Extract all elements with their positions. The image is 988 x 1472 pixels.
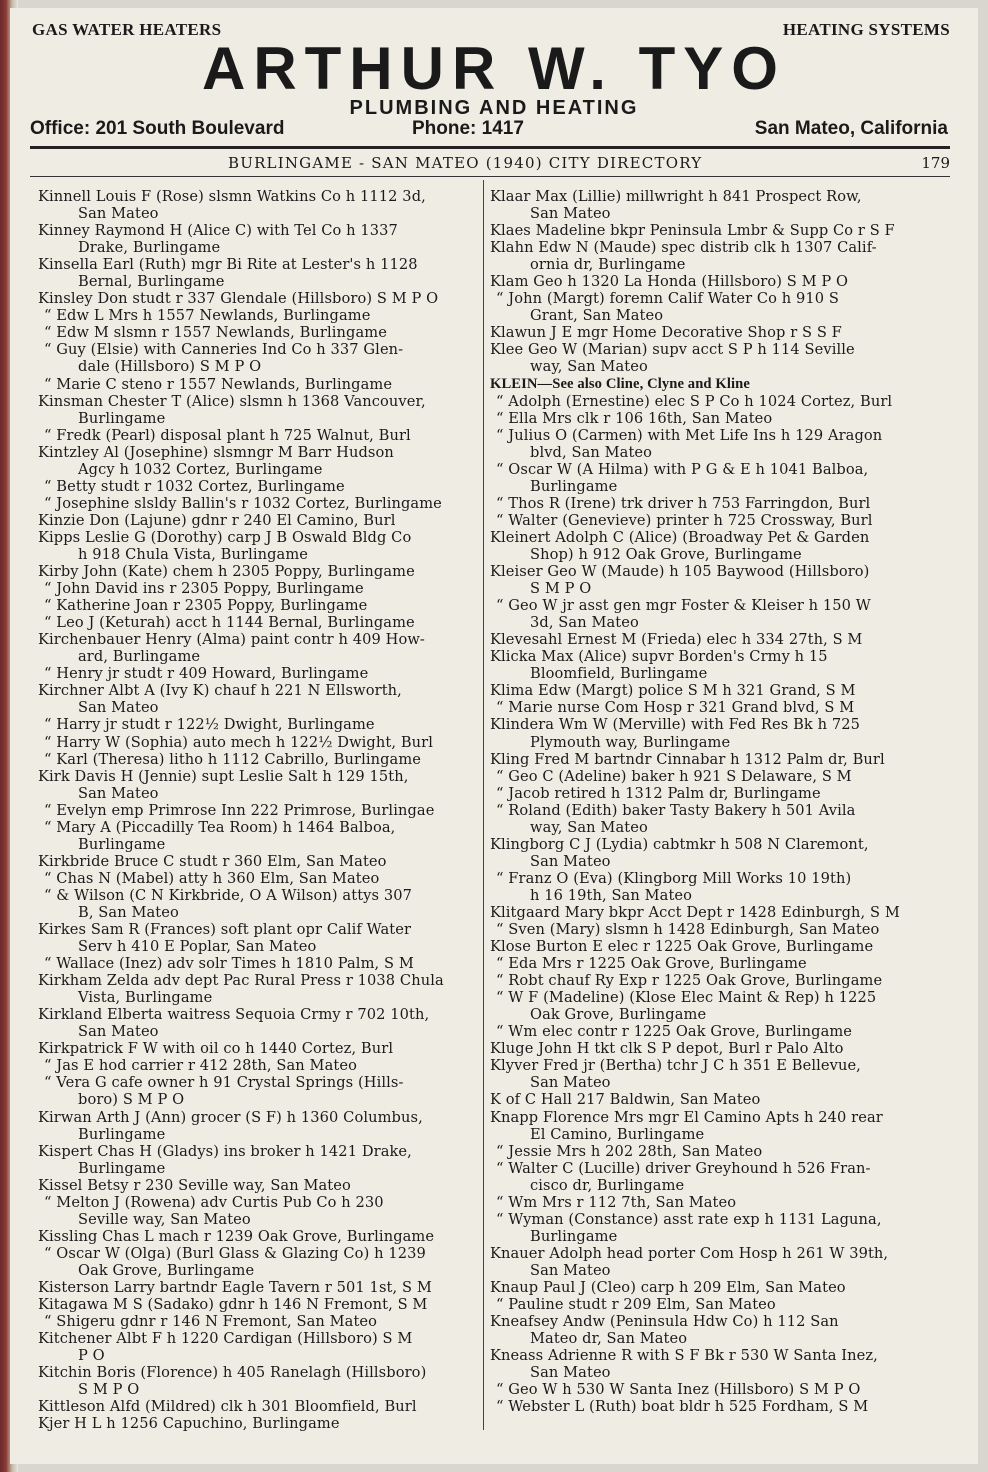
directory-entry [490, 427, 945, 461]
entry-line: Klawun J E mgr Home Decorative Shop r S S F [490, 324, 842, 342]
directory-entry [38, 665, 478, 682]
entry-continuation: Oak Grove, Burlingame [78, 1261, 255, 1279]
entry-continuation: h 16 19th, San Mateo [530, 886, 693, 904]
entry-line: “ Franz O (Eva) (Klingborg Mill Works 10 19th) [496, 869, 852, 887]
directory-entry [490, 1109, 945, 1143]
entry-line: “ Walter (Genevieve) printer h 725 Crossway, Burl [496, 511, 873, 529]
directory-entry [38, 870, 478, 887]
entry-line: Knauer Adolph head porter Com Hosp h 261 W 39th, [490, 1244, 889, 1262]
directory-entry [38, 614, 478, 631]
entry-continuation: Burlingame [530, 1227, 618, 1245]
directory-entry [38, 427, 478, 444]
directory-entry [38, 512, 478, 529]
directory-entry [490, 341, 945, 375]
entry-continuation: Serv h 410 E Poplar, San Mateo [78, 938, 317, 956]
entry-line: Kisterson Larry bartndr Eagle Tavern r 501 1st, S M [38, 1279, 432, 1296]
entry-line: Knapp Florence Mrs mgr El Camino Apts h 240 rear [490, 1108, 883, 1126]
entry-line: “ Adolph (Ernestine) elec S P Co h 1024 Cortez, Burl [496, 392, 893, 410]
entry-line: Kispert Chas H (Gladys) ins broker h 1421 Drake, [38, 1142, 412, 1160]
directory-entry [38, 290, 478, 307]
entry-continuation: San Mateo [78, 1023, 159, 1041]
directory-entry [38, 1177, 478, 1194]
ad-phone: Phone: 1417 [412, 118, 524, 139]
directory-entry [490, 461, 945, 495]
entry-continuation: Vista, Burlingame [78, 989, 213, 1007]
directory-entry [490, 1398, 945, 1415]
entry-line: Klam Geo h 1320 La Honda (Hillsboro) S M P O [490, 273, 849, 291]
directory-entry [38, 819, 478, 853]
ad-right-tag: HEATING SYSTEMS [782, 20, 950, 39]
entry-line: “ Karl (Theresa) litho h 1112 Cabrillo, Burlingame [44, 750, 422, 768]
directory-entry [38, 1057, 478, 1074]
entry-continuation: ard, Burlingame [78, 648, 201, 666]
directory-entry [38, 478, 478, 495]
directory-entry [490, 836, 945, 870]
entry-line: “ Guy (Elsie) with Canneries Ind Co h 337 Glen- [44, 341, 404, 359]
directory-entry [38, 376, 478, 393]
directory-entry [490, 563, 945, 597]
entry-line: Kirkham Zelda adv dept Pac Rural Press r 1038 Chula [38, 972, 444, 990]
entry-continuation: ornia dr, Burlingame [530, 256, 686, 274]
entry-line: “ Wm Mrs r 112 7th, San Mateo [496, 1193, 737, 1211]
entry-continuation: P O [78, 1347, 105, 1365]
entry-continuation: San Mateo [78, 205, 159, 223]
directory-entry [38, 222, 478, 256]
directory-entry [38, 751, 478, 768]
entry-line: “ Wallace (Inez) adv solr Times h 1810 Palm, S M [44, 955, 414, 973]
entry-line: Kissling Chas L mach r 1239 Oak Grove, Burlingame [38, 1227, 435, 1245]
directory-entry [38, 324, 478, 341]
entry-line: Kneass Adrienne R with S F Bk r 530 W Santa Inez, [490, 1347, 878, 1365]
directory-entry [38, 580, 478, 597]
entry-line: “ Ella Mrs clk r 106 16th, San Mateo [496, 409, 773, 427]
directory-entry [38, 1296, 478, 1313]
entry-line: “ Chas N (Mabel) atty h 360 Elm, San Mateo [44, 869, 380, 887]
directory-entry [490, 716, 945, 750]
directory-entry [490, 290, 945, 324]
entry-continuation: h 918 Chula Vista, Burlingame [78, 545, 309, 563]
entry-line: Kitchin Boris (Florence) h 405 Ranelagh (Hillsboro) [38, 1364, 427, 1382]
entry-continuation: Burlingame [78, 835, 166, 853]
directory-entry [490, 648, 945, 682]
entry-line: Kjer H L h 1256 Capuchino, Burlingame [38, 1415, 340, 1433]
running-head: BURLINGAME - SAN MATEO (1940) CITY DIRECTORY [228, 154, 703, 172]
directory-entry [38, 631, 478, 665]
directory-entry [38, 495, 478, 512]
ad-left-tag: GAS WATER HEATERS [32, 20, 222, 39]
directory-entry [38, 529, 478, 563]
directory-entry [38, 341, 478, 375]
directory-entry [490, 1194, 945, 1211]
entry-line: “ Marie C steno r 1557 Newlands, Burlingame [44, 375, 393, 393]
directory-entry [490, 1245, 945, 1279]
entry-line: Kinzie Don (Lajune) gdnr r 240 El Camino, Burl [38, 511, 396, 529]
ad-city: San Mateo, California [754, 118, 948, 139]
right-column [490, 188, 945, 1415]
entry-line: Klingborg C J (Lydia) cabtmkr h 508 N Claremont, [490, 835, 869, 853]
entry-continuation: San Mateo [530, 852, 611, 870]
directory-entry [490, 682, 945, 699]
entry-line: Kinsman Chester T (Alice) slsmn h 1368 Vancouver, [38, 392, 426, 410]
directory-entry [490, 1347, 945, 1381]
directory-entry [38, 1194, 478, 1228]
entry-line: Kleiser Geo W (Maude) h 105 Baywood (Hillsboro) [490, 563, 870, 581]
entry-continuation: boro) S M P O [78, 1091, 185, 1109]
directory-entry [38, 1279, 478, 1296]
entry-line: Kneafsey Andw (Peninsula Hdw Co) h 112 San [490, 1313, 839, 1331]
directory-entry [38, 444, 478, 478]
directory-entry [38, 887, 478, 921]
directory-entry [490, 631, 945, 648]
entry-line: “ John (Margt) foremn Calif Water Co h 910 S [496, 290, 840, 308]
directory-entry [38, 716, 478, 733]
entry-continuation: San Mateo [530, 1261, 611, 1279]
directory-entry [38, 1245, 478, 1279]
entry-continuation: cisco dr, Burlingame [530, 1176, 685, 1194]
directory-entry [38, 1313, 478, 1330]
entry-continuation: Grant, San Mateo [530, 307, 664, 325]
directory-entry [38, 307, 478, 324]
entry-line: Klyver Fred jr (Bertha) tchr J C h 351 E Bellevue, [490, 1057, 861, 1075]
directory-entry [490, 989, 945, 1023]
entry-line: Kipps Leslie G (Dorothy) carp J B Oswald Bldg Co [38, 528, 412, 546]
entry-line: Klevesahl Ernest M (Frieda) elec h 334 27th, S M [490, 631, 863, 649]
directory-entry [38, 802, 478, 819]
column-divider [483, 180, 484, 1430]
directory-entry [38, 256, 478, 290]
entry-continuation: Plymouth way, Burlingame [530, 733, 731, 751]
directory-entry [490, 1057, 945, 1091]
entry-continuation: B, San Mateo [78, 903, 179, 921]
entry-continuation: way, San Mateo [530, 358, 648, 376]
directory-entry [38, 972, 478, 1006]
directory-entry [490, 410, 945, 427]
entry-line: “ & Wilson (C N Kirkbride, O A Wilson) attys 307 [44, 886, 412, 904]
entry-continuation: S M P O [530, 580, 592, 598]
entry-line: Knaup Paul J (Cleo) carp h 209 Elm, San Mateo [490, 1279, 846, 1296]
entry-continuation: Shop) h 912 Oak Grove, Burlingame [530, 545, 802, 563]
directory-entry [38, 682, 478, 716]
entry-continuation: Burlingame [78, 1159, 166, 1177]
entry-line: “ Edw M slsmn r 1557 Newlands, Burlingame [44, 324, 387, 342]
entry-line: “ Oscar W (Olga) (Burl Glass & Glazing Co) h 1239 [44, 1244, 426, 1262]
directory-entry [38, 597, 478, 614]
entry-line: “ Jessie Mrs h 202 28th, San Mateo [496, 1142, 763, 1160]
entry-line: Kling Fred M bartndr Cinnabar h 1312 Palm dr, Burl [490, 750, 885, 768]
directory-entry [490, 1296, 945, 1313]
entry-line: Kirchner Albt A (Ivy K) chauf h 221 N Ellsworth, [38, 682, 402, 700]
directory-entry [490, 393, 945, 410]
directory-entry [490, 1143, 945, 1160]
entry-line: Klaes Madeline bkpr Peninsula Lmbr & Supp Co r S F [490, 222, 895, 240]
ad-subtitle: PLUMBING AND HEATING [349, 97, 639, 119]
entry-line: “ Fredk (Pearl) disposal plant h 725 Walnut, Burl [44, 426, 411, 444]
entry-continuation: San Mateo [78, 784, 159, 802]
entry-line: Kissel Betsy r 230 Seville way, San Mateo [38, 1176, 351, 1194]
entry-line: Kirkes Sam R (Frances) soft plant opr Calif Water [38, 921, 412, 939]
directory-entry [490, 751, 945, 768]
entry-line: “ Pauline studt r 209 Elm, San Mateo [496, 1296, 776, 1314]
directory-entry [38, 1006, 478, 1040]
entry-line: “ Sven (Mary) slsmn h 1428 Edinburgh, San Mateo [496, 921, 880, 939]
directory-entry [490, 495, 945, 512]
entry-continuation: Mateo dr, San Mateo [530, 1330, 688, 1348]
entry-line: Kirby John (Kate) chem h 2305 Poppy, Burlingame [38, 563, 415, 581]
entry-line: “ Leo J (Keturah) acct h 1144 Bernal, Burlingame [44, 614, 415, 632]
entry-line: “ Wm elec contr r 1225 Oak Grove, Burlingame [496, 1023, 853, 1041]
entry-continuation: Burlingame [78, 1125, 166, 1143]
entry-line: “ Walter C (Lucille) driver Greyhound h 526 Fran- [496, 1159, 871, 1177]
directory-entry [38, 1040, 478, 1057]
entry-continuation: 3d, San Mateo [530, 614, 639, 632]
entry-line: Klaar Max (Lillie) millwright h 841 Prospect Row, [490, 188, 862, 205]
entry-line: “ Shigeru gdnr r 146 N Fremont, San Mateo [44, 1313, 378, 1331]
entry-line: Klahn Edw N (Maude) spec distrib clk h 1307 Calif- [490, 239, 877, 257]
directory-entry [490, 921, 945, 938]
directory-entry [490, 1091, 945, 1108]
entry-line: Kluge John H tkt clk S P depot, Burl r Palo Alto [490, 1040, 844, 1058]
entry-line: “ Evelyn emp Primrose Inn 222 Primrose, Burlingae [44, 801, 435, 819]
entry-line: Klicka Max (Alice) supvr Borden's Crmy h 15 [490, 648, 828, 666]
directory-entry [490, 955, 945, 972]
directory-entry [38, 393, 478, 427]
entry-continuation: way, San Mateo [530, 818, 648, 836]
entry-continuation: Drake, Burlingame [78, 239, 221, 257]
entry-continuation: Burlingame [530, 477, 618, 495]
entry-line: “ Vera G cafe owner h 91 Crystal Springs (Hills- [44, 1074, 404, 1092]
entry-line: “ Wyman (Constance) asst rate exp h 1131 Laguna, [496, 1210, 882, 1228]
entry-line: Kinney Raymond H (Alice C) with Tel Co h 1337 [38, 222, 398, 240]
entry-continuation: San Mateo [530, 1074, 611, 1092]
entry-line: KLEIN—See also Cline, Clyne and Kline [490, 375, 750, 392]
directory-entry [490, 222, 945, 239]
entry-line: “ Jacob retired h 1312 Palm dr, Burlingame [496, 784, 821, 802]
directory-entry [490, 972, 945, 989]
entry-line: Kirwan Arth J (Ann) grocer (S F) h 1360 Columbus, [38, 1108, 423, 1126]
directory-entry [490, 802, 945, 836]
directory-entry [38, 1364, 478, 1398]
entry-line: Kinnell Louis F (Rose) slsmn Watkins Co h 1112 3d, [38, 188, 426, 205]
entry-line: Klee Geo W (Marian) supv acct S P h 114 Seville [490, 341, 855, 359]
directory-entry [490, 1023, 945, 1040]
directory-entry [38, 921, 478, 955]
entry-line: “ Julius O (Carmen) with Met Life Ins h 129 Aragon [496, 426, 883, 444]
entry-line: “ Geo C (Adeline) baker h 921 S Delaware, S M [496, 767, 852, 785]
entry-continuation: Bloomfield, Burlingame [530, 665, 708, 683]
directory-entry [490, 597, 945, 631]
entry-continuation: Bernal, Burlingame [78, 273, 225, 291]
entry-continuation: Oak Grove, Burlingame [530, 1006, 707, 1024]
directory-entry [490, 1211, 945, 1245]
entry-line: “ Harry jr studt r 122½ Dwight, Burlingame [44, 716, 375, 734]
entry-continuation: Burlingame [78, 409, 166, 427]
directory-entry [38, 563, 478, 580]
entry-continuation: San Mateo [530, 205, 611, 223]
entry-line: “ Oscar W (A Hilma) with P G & E h 1041 Balboa, [496, 460, 869, 478]
entry-line: Kleinert Adolph C (Alice) (Broadway Pet & Garden [490, 528, 870, 546]
entry-line: Kintzley Al (Josephine) slsmngr M Barr Hudson [38, 443, 394, 461]
entry-continuation: blvd, San Mateo [530, 443, 653, 461]
entry-line: “ Jas E hod carrier r 412 28th, San Mateo [44, 1057, 357, 1075]
entry-line: Klose Burton E elec r 1225 Oak Grove, Burlingame [490, 938, 874, 956]
entry-line: “ Webster L (Ruth) boat bldr h 525 Fordham, S M [496, 1398, 869, 1416]
directory-entry [38, 1330, 478, 1364]
directory-entry [38, 1398, 478, 1415]
entry-line: “ Marie nurse Com Hosp r 321 Grand blvd, S M [496, 699, 855, 717]
directory-entry [38, 188, 478, 222]
entry-line: “ Mary A (Piccadilly Tea Room) h 1464 Balboa, [44, 818, 396, 836]
entry-line: “ Katherine Joan r 2305 Poppy, Burlingame [44, 597, 368, 615]
directory-entry [490, 376, 945, 393]
directory-entry [38, 955, 478, 972]
entry-line: “ John David ins r 2305 Poppy, Burlingame [44, 580, 364, 598]
entry-line: “ Thos R (Irene) trk driver h 753 Farringdon, Burl [496, 494, 871, 512]
directory-entry [490, 512, 945, 529]
entry-line: “ Eda Mrs r 1225 Oak Grove, Burlingame [496, 955, 807, 973]
entry-line: Kirchenbauer Henry (Alma) paint contr h 409 How- [38, 631, 425, 649]
entry-line: Kirkland Elberta waitress Sequoia Crmy r 702 10th, [38, 1006, 430, 1024]
entry-continuation: S M P O [78, 1381, 140, 1399]
entry-line: Kitchener Albt F h 1220 Cardigan (Hillsboro) S M [38, 1330, 413, 1348]
entry-line: “ Roland (Edith) baker Tasty Bakery h 501 Avila [496, 801, 856, 819]
entry-line: “ Josephine slsldy Ballin's r 1032 Cortez, Burlingame [44, 494, 442, 512]
entry-line: Kirk Davis H (Jennie) supt Leslie Salt h 129 15th, [38, 767, 409, 785]
directory-entry [490, 1160, 945, 1194]
ad-business-name: ARTHUR W. TYO [202, 35, 786, 102]
directory-entry [38, 1228, 478, 1245]
directory-entry [38, 853, 478, 870]
directory-entry [490, 1040, 945, 1057]
entry-line: “ Geo W jr asst gen mgr Foster & Kleiser h 150 W [496, 597, 871, 615]
entry-line: Kitagawa M S (Sadako) gdnr h 146 N Fremont, S M [38, 1296, 428, 1314]
left-column [38, 188, 478, 1432]
directory-entry [490, 1381, 945, 1398]
entry-line: “ Geo W h 530 W Santa Inez (Hillsboro) S M P O [496, 1381, 861, 1399]
directory-entry [38, 1415, 478, 1432]
entry-continuation: dale (Hillsboro) S M P O [78, 358, 262, 376]
directory-entry [490, 1313, 945, 1347]
directory-entry [490, 904, 945, 921]
directory-entry [490, 1279, 945, 1296]
entry-continuation: Seville way, San Mateo [78, 1210, 251, 1228]
entry-line: “ Henry jr studt r 409 Howard, Burlingame [44, 665, 369, 683]
entry-line: “ W F (Madeline) (Klose Elec Maint & Rep) h 1225 [496, 989, 877, 1007]
entry-line: “ Melton J (Rowena) adv Curtis Pub Co h 230 [44, 1193, 384, 1211]
directory-entry [490, 529, 945, 563]
directory-entry [38, 1143, 478, 1177]
directory-entry [490, 699, 945, 716]
entry-line: “ Betty studt r 1032 Cortez, Burlingame [44, 477, 345, 495]
entry-line: “ Edw L Mrs h 1557 Newlands, Burlingame [44, 307, 371, 325]
directory-entry [490, 324, 945, 341]
entry-line: Klindera Wm W (Merville) with Fed Res Bk h 725 [490, 716, 860, 734]
entry-line: Kinsley Don studt r 337 Glendale (Hillsboro) S M P O [38, 290, 439, 308]
directory-entry [38, 1074, 478, 1108]
entry-continuation: San Mateo [530, 1364, 611, 1382]
directory-entry [38, 768, 478, 802]
entry-line: “ Robt chauf Ry Exp r 1225 Oak Grove, Burlingame [496, 972, 883, 990]
entry-line: Klima Edw (Margt) police S M h 321 Grand, S M [490, 682, 856, 700]
entry-line: “ Harry W (Sophia) auto mech h 122½ Dwight, Burl [44, 733, 433, 751]
entry-line: Kirkbride Bruce C studt r 360 Elm, San Mateo [38, 852, 387, 870]
ad-office-address: Office: 201 South Boulevard [30, 118, 285, 139]
page-number: 179 [921, 154, 950, 172]
entry-line: Kirkpatrick F W with oil co h 1440 Cortez, Burl [38, 1040, 394, 1058]
directory-entry [38, 1109, 478, 1143]
entry-line: Kittleson Alfd (Mildred) clk h 301 Bloomfield, Burl [38, 1398, 417, 1416]
entry-line: Klitgaard Mary bkpr Acct Dept r 1428 Edinburgh, S M [490, 903, 900, 921]
entry-continuation: San Mateo [78, 699, 159, 717]
directory-entry [490, 768, 945, 785]
entry-line: Kinsella Earl (Ruth) mgr Bi Rite at Lester's h 1128 [38, 256, 418, 274]
header-underline [30, 176, 950, 177]
directory-entry [490, 273, 945, 290]
directory-entry [38, 734, 478, 751]
directory-entry [490, 785, 945, 802]
header-rule [30, 146, 950, 149]
directory-entry [490, 870, 945, 904]
entry-continuation: Agcy h 1032 Cortez, Burlingame [78, 460, 323, 478]
directory-entry [490, 188, 945, 222]
entry-line: K of C Hall 217 Baldwin, San Mateo [490, 1091, 761, 1109]
directory-entry [490, 938, 945, 955]
entry-continuation: El Camino, Burlingame [530, 1125, 705, 1143]
directory-entry [490, 239, 945, 273]
